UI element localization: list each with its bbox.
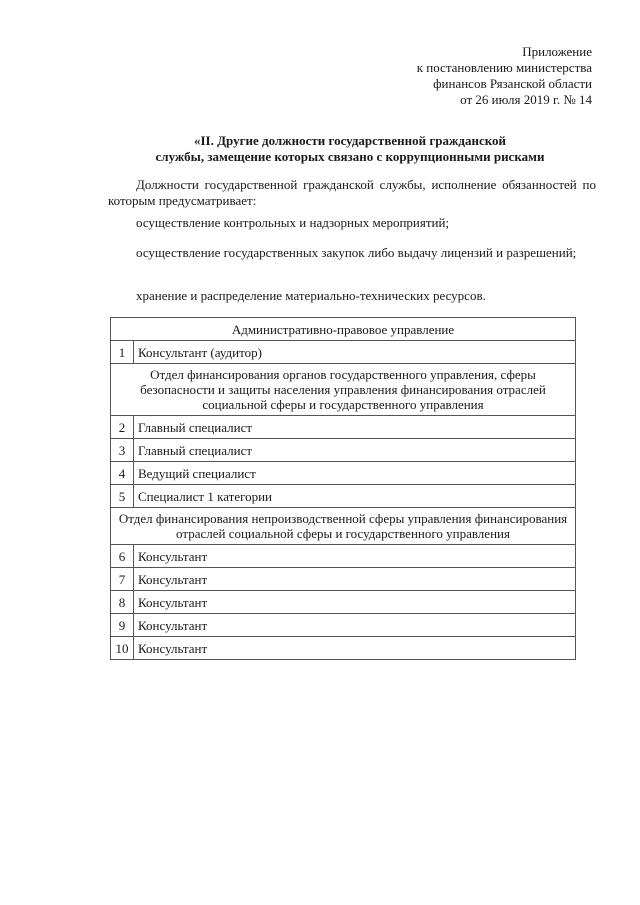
row-number: 1: [111, 341, 134, 364]
row-number: 8: [111, 591, 134, 614]
row-number: 10: [111, 637, 134, 660]
row-number: 5: [111, 485, 134, 508]
row-number: 4: [111, 462, 134, 485]
table-row: [111, 568, 576, 591]
appendix-header: [417, 44, 592, 108]
row-number: 2: [111, 416, 134, 439]
list-item: [108, 215, 596, 231]
table-row: [111, 545, 576, 568]
table-row: [111, 416, 576, 439]
appendix-line: финансов Рязанской области: [433, 76, 592, 91]
position-name: Консультант: [134, 591, 576, 614]
position-name: Главный специалист: [134, 416, 576, 439]
table-row: [111, 485, 576, 508]
table-row: [111, 637, 576, 660]
position-name: Консультант (аудитор): [134, 341, 576, 364]
table-row: [111, 439, 576, 462]
position-name: Специалист 1 категории: [134, 485, 576, 508]
section-title-line: службы, замещение которых связано с коррупционными рисками: [155, 149, 545, 164]
position-name: Консультант: [134, 614, 576, 637]
appendix-line: от 26 июля 2019 г. № 14: [460, 92, 592, 107]
positions-table: [110, 317, 576, 660]
table-row: [111, 341, 576, 364]
list-item-text: осуществление государственных закупок либо выдачу лицензий и разрешений;: [136, 245, 577, 260]
position-name: Консультант: [134, 637, 576, 660]
table-row: [111, 614, 576, 637]
position-name: Ведущий специалист: [134, 462, 576, 485]
section-row: [111, 318, 576, 341]
position-name: Консультант: [134, 568, 576, 591]
position-name: Консультант: [134, 545, 576, 568]
intro-text: Должности государственной гражданской службы, исполнение обязанностей по которым предусматривает:: [108, 177, 596, 208]
row-number: 6: [111, 545, 134, 568]
row-number: 7: [111, 568, 134, 591]
section-row: [111, 364, 576, 416]
position-name: Главный специалист: [134, 439, 576, 462]
table-row: [111, 462, 576, 485]
section-title: [100, 133, 600, 165]
row-number: 3: [111, 439, 134, 462]
appendix-line: Приложение: [522, 44, 592, 59]
section-heading: Отдел финансирования непроизводственной сферы управления финансирования отраслей социальной сферы и государственного управления: [111, 508, 576, 545]
section-heading: Административно-правовое управление: [111, 318, 576, 341]
list-item-text: осуществление контрольных и надзорных мероприятий;: [136, 215, 450, 230]
row-number: 9: [111, 614, 134, 637]
list-item: [108, 245, 596, 261]
list-item: [108, 288, 596, 304]
list-item-text: хранение и распределение материально-технических ресурсов.: [136, 288, 486, 303]
section-row: [111, 508, 576, 545]
intro-paragraph: [108, 177, 596, 209]
appendix-line: к постановлению министерства: [416, 60, 592, 75]
section-title-line: «II. Другие должности государственной гражданской: [193, 133, 507, 148]
table-row: [111, 591, 576, 614]
section-heading: Отдел финансирования органов государственного управления, сферы безопасности и защиты населения управления финансирования отраслей социальной сферы и государственного управления: [111, 364, 576, 416]
